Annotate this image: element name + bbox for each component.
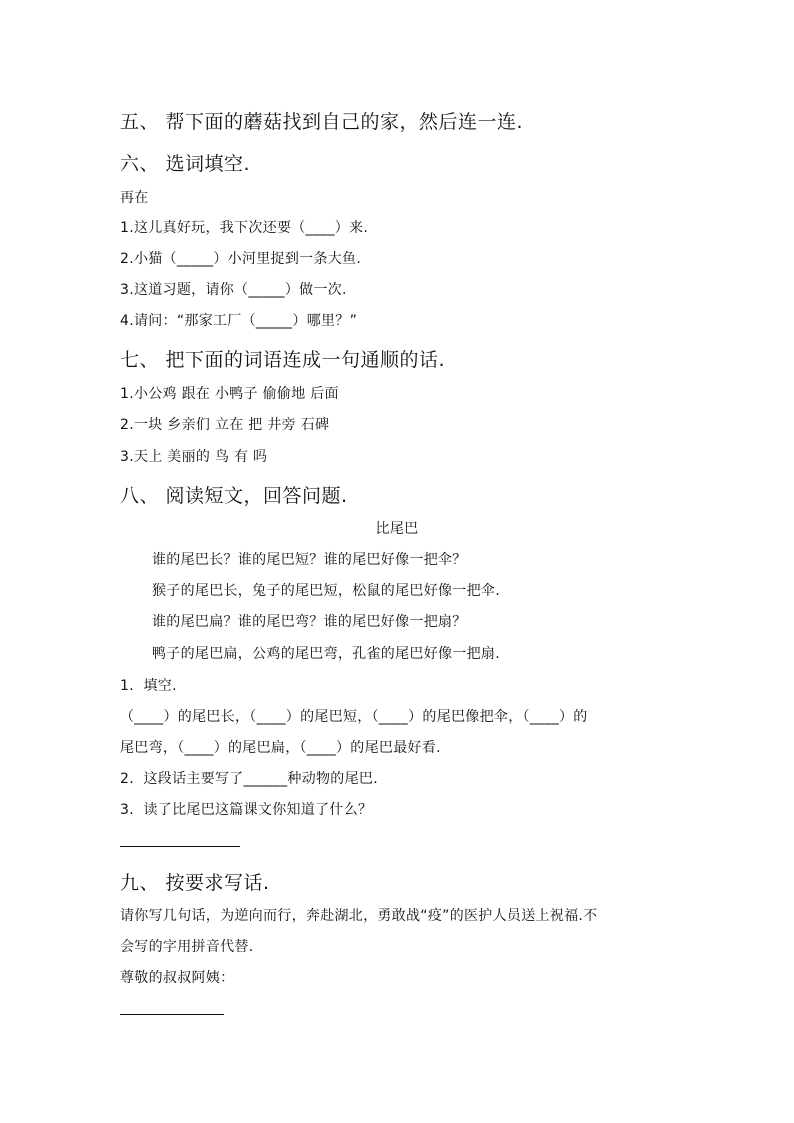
word-order-item-3: 3.天上 美丽的 鸟 有 吗 — [120, 449, 268, 465]
writing-line — [120, 1014, 224, 1015]
fill-item-1: 1.这儿真好玩，我下次还要（____）来. — [120, 220, 369, 236]
answer-line — [120, 846, 240, 847]
letter-salutation: 尊敬的叔叔阿姨： — [120, 970, 235, 986]
section-6-heading: 六、 选词填空. — [120, 153, 251, 175]
word-order-item-2: 2.一块 乡亲们 立在 把 井旁 石碑 — [120, 417, 330, 433]
fill-item-4: 4.请问：“那家工厂（_____）哪里？” — [120, 313, 358, 329]
word-bank: 再在 — [120, 190, 149, 206]
question-1-line-2: 尾巴弯，（____）的尾巴扁，（____）的尾巴最好看. — [120, 740, 441, 756]
passage-line-3: 谁的尾巴扁？谁的尾巴弯？谁的尾巴好像一把扇？ — [152, 614, 467, 630]
writing-prompt-line-1: 请你写几句话，为逆向而行，奔赴湖北，勇敢战“疫”的医护人员送上祝福.不 — [120, 908, 598, 924]
passage-line-2: 猴子的尾巴长，兔子的尾巴短，松鼠的尾巴好像一把伞. — [152, 583, 500, 599]
question-2: 2．这段话主要写了______种动物的尾巴. — [120, 771, 378, 787]
question-3: 3．读了比尾巴这篇课文你知道了什么？ — [120, 802, 373, 818]
passage-title: 比尾巴 — [375, 521, 419, 537]
fill-item-2: 2.小猫（_____）小河里捉到一条大鱼. — [120, 251, 362, 267]
question-1-label: 1．填空. — [120, 678, 177, 694]
section-5-heading: 五、 帮下面的蘑菇找到自己的家，然后连一连. — [120, 111, 524, 133]
passage-line-4: 鸭子的尾巴扁，公鸡的尾巴弯，孔雀的尾巴好像一把扇. — [152, 646, 500, 662]
fill-item-3: 3.这道习题，请你（_____）做一次. — [120, 282, 347, 298]
question-1-line-1: （____）的尾巴长，（____）的尾巴短，（____）的尾巴像把伞，（____）的 — [120, 709, 588, 725]
word-order-item-1: 1.小公鸡 跟在 小鸭子 偷偷地 后面 — [120, 386, 339, 402]
section-7-heading: 七、 把下面的词语连成一句通顺的话. — [120, 349, 446, 371]
section-9-heading: 九、 按要求写话. — [120, 872, 270, 894]
writing-prompt-line-2: 会写的字用拼音代替. — [120, 939, 254, 955]
section-8-heading: 八、 阅读短文，回答问题. — [120, 485, 348, 507]
passage-line-1: 谁的尾巴长？谁的尾巴短？谁的尾巴好像一把伞？ — [152, 552, 467, 568]
